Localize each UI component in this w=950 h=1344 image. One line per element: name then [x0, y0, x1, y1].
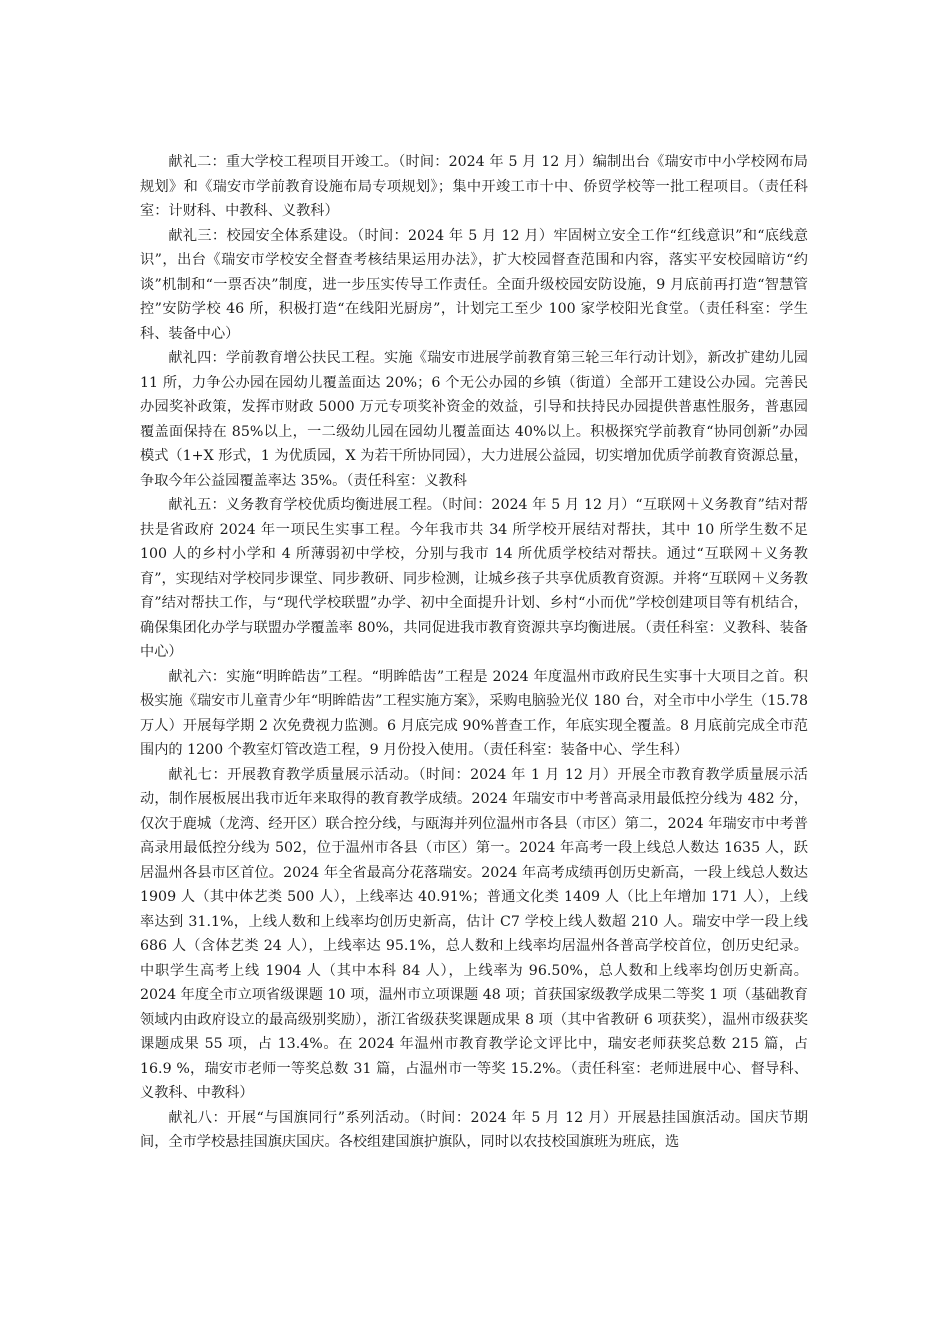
paragraph-gift-6: 献礼六：实施“明眸皓齿”工程。“明眸皓齿”工程是 2024 年度温州市政府民生实事十大项目之首。积极实施《瑞安市儿童青少年“明眸皓齿”工程实施方案》，采购电脑验光仪 180 台，对全市中小学生（15.78 万人）开展每学期 2 次免费视力监测。6 月底完成 90%普查工作，年底实现全覆盖。8 月底前完成全市范围内的 1200 个教室灯管改造工程，9 月份投入使用。（责任科室：装备中心、学生科）	[140, 668, 808, 758]
paragraph-gift-7: 献礼七：开展教育教学质量展示活动。（时间：2024 年 1 月 12 月）开展全市教育教学质量展示活动，制作展板展出我市近年来取得的教育教学成绩。2024 年瑞安市中考普高录用最低控分线为 482 分，仅次于鹿城（龙湾、经开区）联合控分线，与瓯海并列位温州市各县（市区）第二，2024 年瑞安市中考普高录用最低控分线为 502，位于温州市各县（市区）第一。2024 年高考一段上线总人数达 1635 人，跃居温州各县市区首位。2024 年全省最高分花落瑞安。2024 年高考成绩再创历史新高，一段上线总人数达 1909 人（其中体艺类 500 人），上线率达 40.91%；普通文化类 1409 人（比上年增加 171 人），上线率达到 31.1%，上线人数和上线率均创历史新高，估计 C7 学校上线人数超 210 人。瑞安中学一段上线 686 人（含体艺类 24 人），上线率达 95.1%，总人数和上线率均居温州各普高学校首位，创历史纪录。中职学生高考上线 1904 人（其中本科 84 人），上线率为 96.50%，总人数和上线率均创历史新高。2024 年度全市立项省级课题 10 项，温州市立项课题 48 项；首获国家级教学成果二等奖 1 项（基础教育领域内由政府设立的最高级别奖励），浙江省级获奖课题成果 8 项（其中省教研 6 项获奖），温州市级获奖课题成果 55 项，占 13.4%。在 2024 年温州市教育教学论文评比中，瑞安老师获奖总数 215 篇，占 16.9 %，瑞安市老师一等奖总数 31 篇，占温州市一等奖 15.2%。（责任科室：老师进展中心、督导科、义教科、中教科）	[140, 766, 808, 1101]
paragraph-gift-8: 献礼八：开展“与国旗同行”系列活动。（时间：2024 年 5 月 12 月）开展悬挂国旗活动。国庆节期间，全市学校悬挂国旗庆国庆。各校组建国旗护旗队，同时以农技校国旗班为班底，选	[140, 1109, 808, 1150]
document-body	[140, 150, 808, 1155]
paragraph-gift-3: 献礼三：校园安全体系建设。（时间：2024 年 5 月 12 月）牢固树立安全工作“红线意识”和“底线意识”，出台《瑞安市学校安全督查考核结果运用办法》，扩大校园督查范围和内容，落实平安校园暗访“约谈”机制和“一票否决”制度，进一步压实传导工作责任。全面升级校园安防设施，9 月底前再打造“智慧管控”安防学校 46 所，积极打造“在线阳光厨房”，计划完工至少 100 家学校阳光食堂。（责任科室：学生科、装备中心）	[140, 227, 808, 342]
paragraph-gift-5: 献礼五：义务教育学校优质均衡进展工程。（时间：2024 年 5 月 12 月）“互联网＋义务教育”结对帮扶是省政府 2024 年一项民生实事工程。今年我市共 34 所学校开展结对帮扶，其中 10 所学生数不足 100 人的乡村小学和 4 所薄弱初中学校，分别与我市 14 所优质学校结对帮扶。通过“互联网＋义务教育”，实现结对学校同步课堂、同步教研、同步检测，让城乡孩子共享优质教育资源。并将“互联网＋义务教育”结对帮扶工作，与“现代学校联盟”办学、初中全面提升计划、乡村“小而优”学校创建项目等有机结合，确保集团化办学与联盟办学覆盖率 80%，共同促进我市教育资源共享均衡进展。（责任科室：义教科、装备中心）	[140, 497, 808, 660]
paragraph-gift-4: 献礼四：学前教育增公扶民工程。实施《瑞安市进展学前教育第三轮三年行动计划》，新改扩建幼儿园 11 所，力争公办园在园幼儿覆盖面达 20%；6 个无公办园的乡镇（街道）全部开工建设公办园。完善民办园奖补政策，发挥市财政 5000 万元专项奖补资金的效益，引导和扶持民办园提供普惠性服务，普惠园覆盖面保持在 85%以上，一二级幼儿园在园幼儿覆盖面达 40%以上。积极探究学前教育“协同创新”办园模式（1+X 形式，1 为优质园，X 为若干所协同园），大力进展公益园，切实增加优质学前教育资源总量，争取今年公益园覆盖率达 35%。（责任科室：义教科	[140, 350, 808, 489]
paragraph-gift-2: 献礼二：重大学校工程项目开竣工。（时间：2024 年 5 月 12 月）编制出台《瑞安市中小学校网布局规划》和《瑞安市学前教育设施布局专项规划》；集中开竣工市十中、侨贸学校等一批工程项目。（责任科室：计财科、中教科、义教科）	[140, 154, 808, 219]
